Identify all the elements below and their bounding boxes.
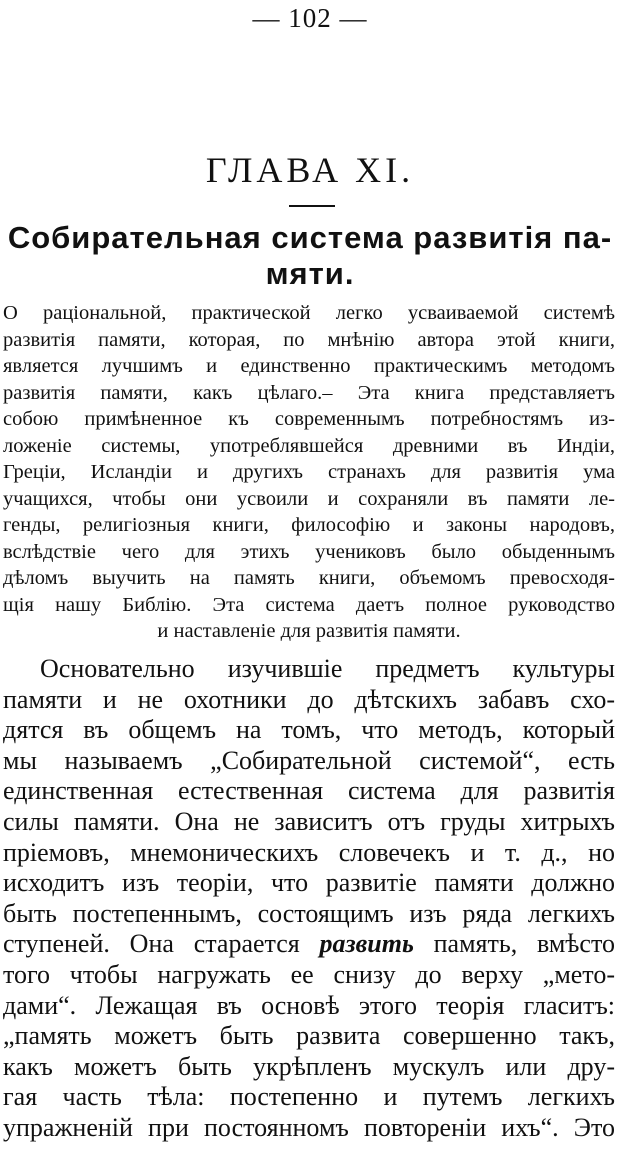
chapter-summary [3, 300, 615, 645]
section-title-line: мяти. [265, 256, 355, 291]
paragraph-line: какъ можетъ быть укрѣпленъ мускулъ или дру- [3, 1051, 615, 1081]
emphasized-word: развить [319, 929, 414, 959]
chapter-divider [289, 205, 335, 207]
summary-line: дѣломъ выучить на память книги, объемомъ превосходя- [3, 567, 615, 589]
summary-line: ложеніе системы, употреблявшейся древними въ Индіи, [3, 434, 615, 457]
summary-line: является лучшимъ и единственно практическимъ методомъ [3, 355, 615, 377]
summary-line: и наставленіе для развитія памяти. [157, 620, 461, 642]
paragraph-line: исходитъ изъ теоріи, что развитіе памяти должно [3, 868, 615, 898]
summary-line: собою примѣненное къ современнымъ потребностямъ из- [3, 408, 615, 430]
paragraph-line: упражненій при постоянномъ повтореніи ихъ“. Это [3, 1112, 615, 1142]
paragraph-line: Основательно изучившіе предметъ культуры [40, 654, 615, 683]
paragraph-line: быть постепеннымъ, состоящимъ изъ ряда легкихъ [3, 898, 615, 928]
paragraph-line: дятся въ общемъ на томъ, что методъ, который [3, 715, 615, 745]
chapter-heading: ГЛАВА XI. [205, 150, 415, 190]
section-title [4, 220, 616, 292]
summary-line: учащихся, чтобы они усвоили и сохраняли въ памяти ле- [3, 487, 615, 510]
paragraph-line: пріемовъ, мнемоническихъ словечекъ и т. д., но [3, 837, 615, 867]
paragraph-line: „память можетъ быть развита совершенно такъ, [3, 1021, 615, 1051]
line-text-after: память, вмѣсто [413, 929, 615, 959]
paragraph-line: того чтобы нагружать ее снизу до верху „мето- [3, 959, 615, 989]
summary-line: вслѣдствіе чего для этихъ учениковъ было обыденнымъ [3, 540, 615, 563]
line-text-before: ступеней. Она старается [3, 929, 320, 959]
summary-line: щія нашу Библію. Эта система даетъ полное руководство [3, 593, 615, 616]
paragraph-line-with-emphasis [3, 929, 615, 960]
paragraph-line: гая часть тѣла: постепенно и путемъ легкихъ [3, 1082, 615, 1112]
summary-line: развитія памяти, которая, по мнѣнію автора этой книги, [3, 328, 615, 351]
page-number: — 102 — [252, 3, 368, 33]
summary-line: генды, религіозныя книги, философію и законы народовъ, [3, 514, 615, 536]
paragraph-line: мы называемъ „Собирательной системой“, есть [3, 745, 615, 775]
paragraph-line: дами“. Лежащая въ основѣ этого теорія гласитъ: [3, 990, 615, 1020]
summary-line: О раціональной, практической легко усваиваемой системѣ [3, 302, 615, 324]
section-title-line: Собирательная система развитія па- [7, 220, 613, 255]
summary-line: Греціи, Исландіи и другихъ странахъ для развитія ума [3, 461, 615, 483]
summary-line: развитія памяти, какъ цѣлаго.– Эта книга представляетъ [3, 381, 615, 404]
paragraph-line: памяти и не охотники до дѣтскихъ забавъ схо- [3, 684, 615, 714]
main-paragraph [3, 654, 615, 1144]
paragraph-line: силы памяти. Она не зависитъ отъ груды хитрыхъ [3, 806, 615, 836]
paragraph-line: единственная естественная система для развитія [3, 776, 615, 806]
